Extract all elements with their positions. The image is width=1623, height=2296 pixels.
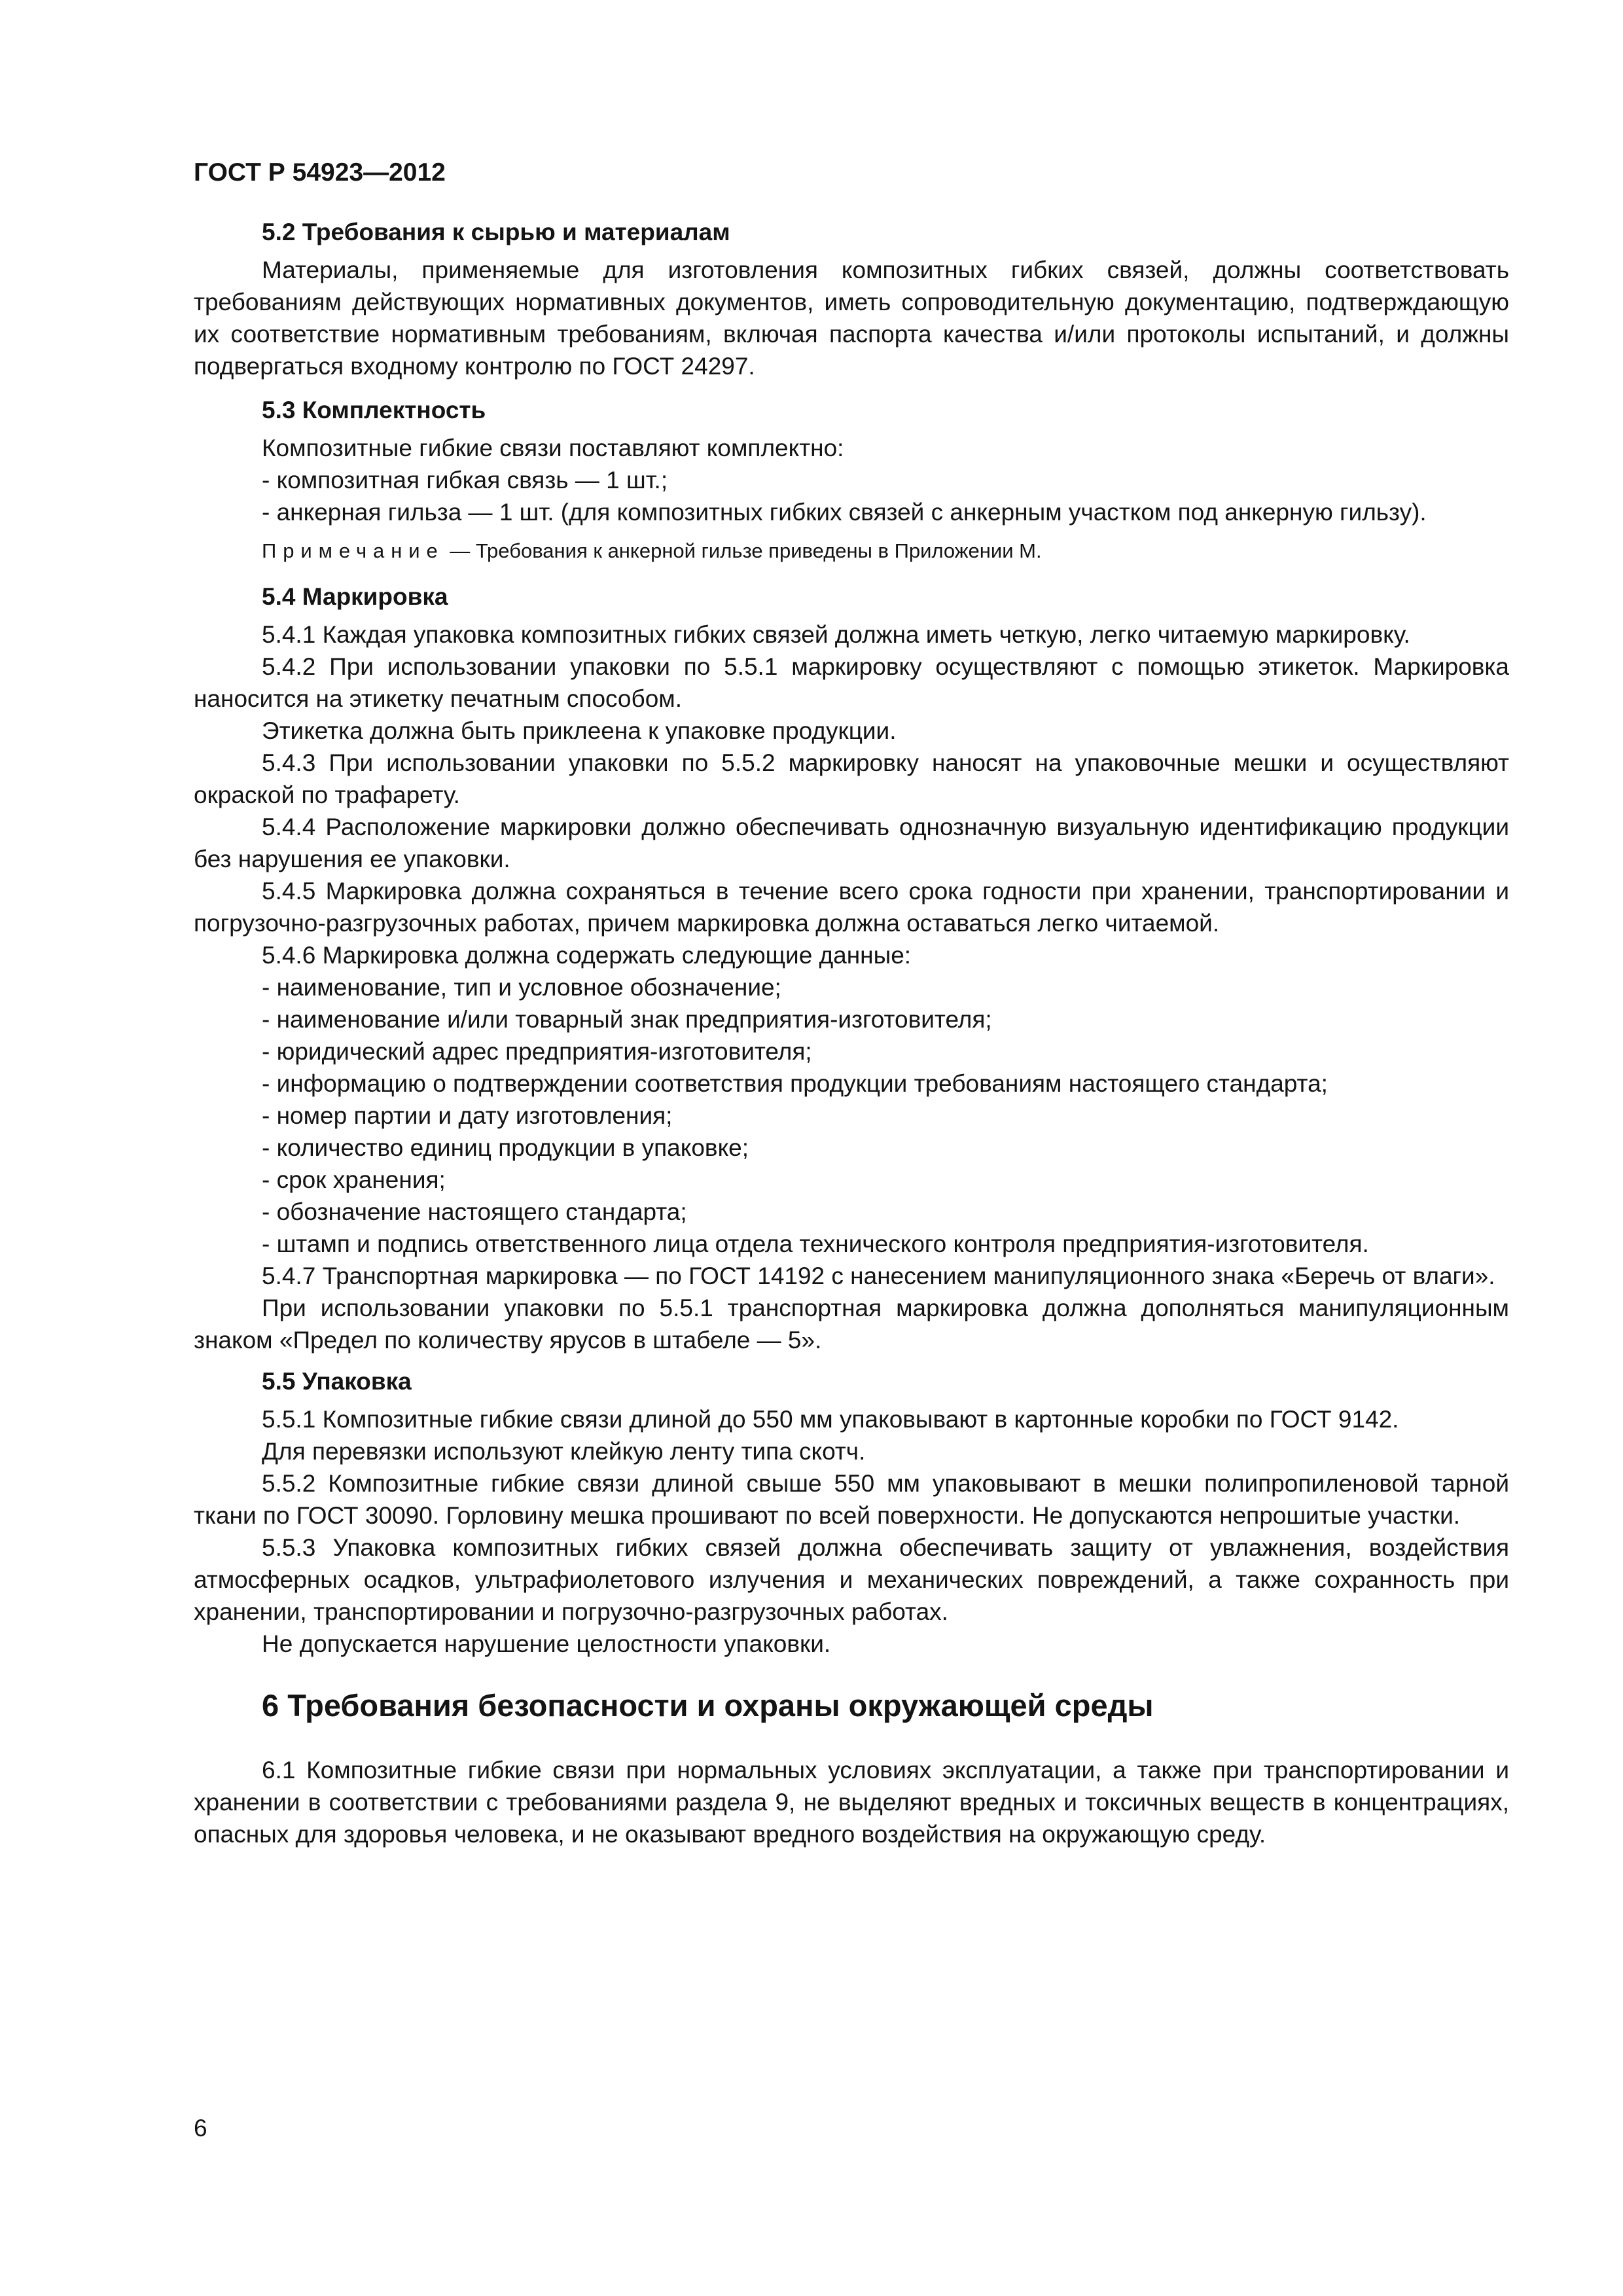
- paragraph-5-4-3: 5.4.3 При использовании упаковки по 5.5.2 маркировку наносят на упаковочные мешки и осуществляют окраской по трафарету.: [194, 749, 1509, 808]
- document-designation: ГОСТ Р 54923—2012: [194, 158, 446, 187]
- paragraph-6-1: 6.1 Композитные гибкие связи при нормальных условиях эксплуатации, а также при транспортировании и хранении в соответствии с требованиями раздела 9, не выделяют вредных и токсичных веществ в концентрациях, опасных для здоровья человека, и не оказывают вредного воздействия на окружающую среду.: [194, 1757, 1509, 1848]
- heading-5-5: 5.5 Упаковка: [262, 1368, 412, 1395]
- list-item: - информацию о подтверждении соответствия продукции требованиям настоящего стандарта;: [262, 1070, 1328, 1097]
- list-item: - обозначение настоящего стандарта;: [262, 1198, 687, 1225]
- heading-section-6: 6 Требования безопасности и охраны окружающей среды: [262, 1688, 1154, 1723]
- paragraph-5-5-2: 5.5.2 Композитные гибкие связи длиной свыше 550 мм упаковывают в мешки полипропиленовой тарной ткани по ГОСТ 30090. Горловину мешка прошивают по всей поверхности. Не допускаются непрошитые участки.: [194, 1470, 1509, 1529]
- note-text: — Требования к анкерной гильзе приведены в Приложении М.: [444, 539, 1042, 562]
- list-item: - юридический адрес предприятия-изготовителя;: [262, 1038, 812, 1065]
- page-number: 6: [194, 2115, 207, 2142]
- document-page: [194, 157, 1509, 1850]
- paragraph-5-5-1-tape: Для перевязки используют клейкую ленту типа скотч.: [262, 1438, 866, 1465]
- paragraph-5-3: Композитные гибкие связи поставляют комплектно:: [262, 435, 844, 461]
- list-item: - композитная гибкая связь — 1 шт.;: [262, 467, 668, 493]
- heading-5-2: 5.2 Требования к сырью и материалам: [262, 219, 730, 245]
- list-item: - наименование и/или товарный знак предприятия-изготовителя;: [262, 1006, 992, 1033]
- list-item: - количество единиц продукции в упаковке;: [262, 1134, 749, 1161]
- paragraph-5-4-6: 5.4.6 Маркировка должна содержать следующие данные:: [262, 942, 912, 969]
- paragraph-5-4-2: 5.4.2 При использовании упаковки по 5.5.1 маркировку осуществляют с помощью этикеток. Маркировка наносится на этикетку печатным способом.: [194, 653, 1509, 712]
- note: [194, 536, 1509, 566]
- list-item: - срок хранения;: [262, 1166, 446, 1193]
- paragraph-5-4-5: 5.4.5 Маркировка должна сохраняться в течение всего срока годности при хранении, транспортировании и погрузочно-разгрузочных работах, причем маркировка должна оставаться легко читаемой.: [194, 878, 1509, 937]
- paragraph-5-4-1: 5.4.1 Каждая упаковка композитных гибких связей должна иметь четкую, легко читаемую маркировку.: [262, 621, 1410, 648]
- list-item: - номер партии и дату изготовления;: [262, 1102, 673, 1129]
- paragraph-5-4-2-label: Этикетка должна быть приклеена к упаковке продукции.: [262, 717, 897, 744]
- paragraph-5-4-4: 5.4.4 Расположение маркировки должно обеспечивать однозначную визуальную идентификацию продукции без нарушения ее упаковки.: [194, 814, 1509, 872]
- heading-5-4: 5.4 Маркировка: [262, 583, 448, 610]
- paragraph-5-4-7: 5.4.7 Транспортная маркировка — по ГОСТ 14192 с нанесением манипуляционного знака «Беречь от влаги».: [262, 1263, 1495, 1289]
- paragraph-5-5-3: 5.5.3 Упаковка композитных гибких связей должна обеспечивать защиту от увлажнения, воздействия атмосферных осадков, ультрафиолетового излучения и механических повреждений, а также сохранность при хранении, транспортировании и погрузочно-разгрузочных работах.: [194, 1534, 1509, 1625]
- note-label: Примечание: [262, 539, 444, 562]
- paragraph-5-5-3-integrity: Не допускается нарушение целостности упаковки.: [262, 1630, 831, 1657]
- paragraph-5-5-1: 5.5.1 Композитные гибкие связи длиной до 550 мм упаковывают в картонные коробки по ГОСТ 9142.: [262, 1406, 1399, 1433]
- list-item: - штамп и подпись ответственного лица отдела технического контроля предприятия-изготовителя.: [262, 1230, 1369, 1257]
- heading-5-3: 5.3 Комплектность: [262, 397, 486, 423]
- paragraph-5-2: Материалы, применяемые для изготовления композитных гибких связей, должны соответствовать требованиям действующих нормативных документов, иметь сопроводительную документацию, подтверждающую их соответствие нормативным требованиям, включая паспорта качества и/или протоколы испытаний, и должны подвергаться входному контролю по ГОСТ 24297.: [194, 257, 1509, 380]
- list-item: - наименование, тип и условное обозначение;: [262, 974, 781, 1001]
- paragraph-5-4-7-addition: При использовании упаковки по 5.5.1 транспортная маркировка должна дополняться манипуляционным знаком «Предел по количеству ярусов в штабеле — 5».: [194, 1295, 1509, 1354]
- list-item: - анкерная гильза — 1 шт. (для композитных гибких связей с анкерным участком под анкерную гильзу).: [262, 499, 1427, 526]
